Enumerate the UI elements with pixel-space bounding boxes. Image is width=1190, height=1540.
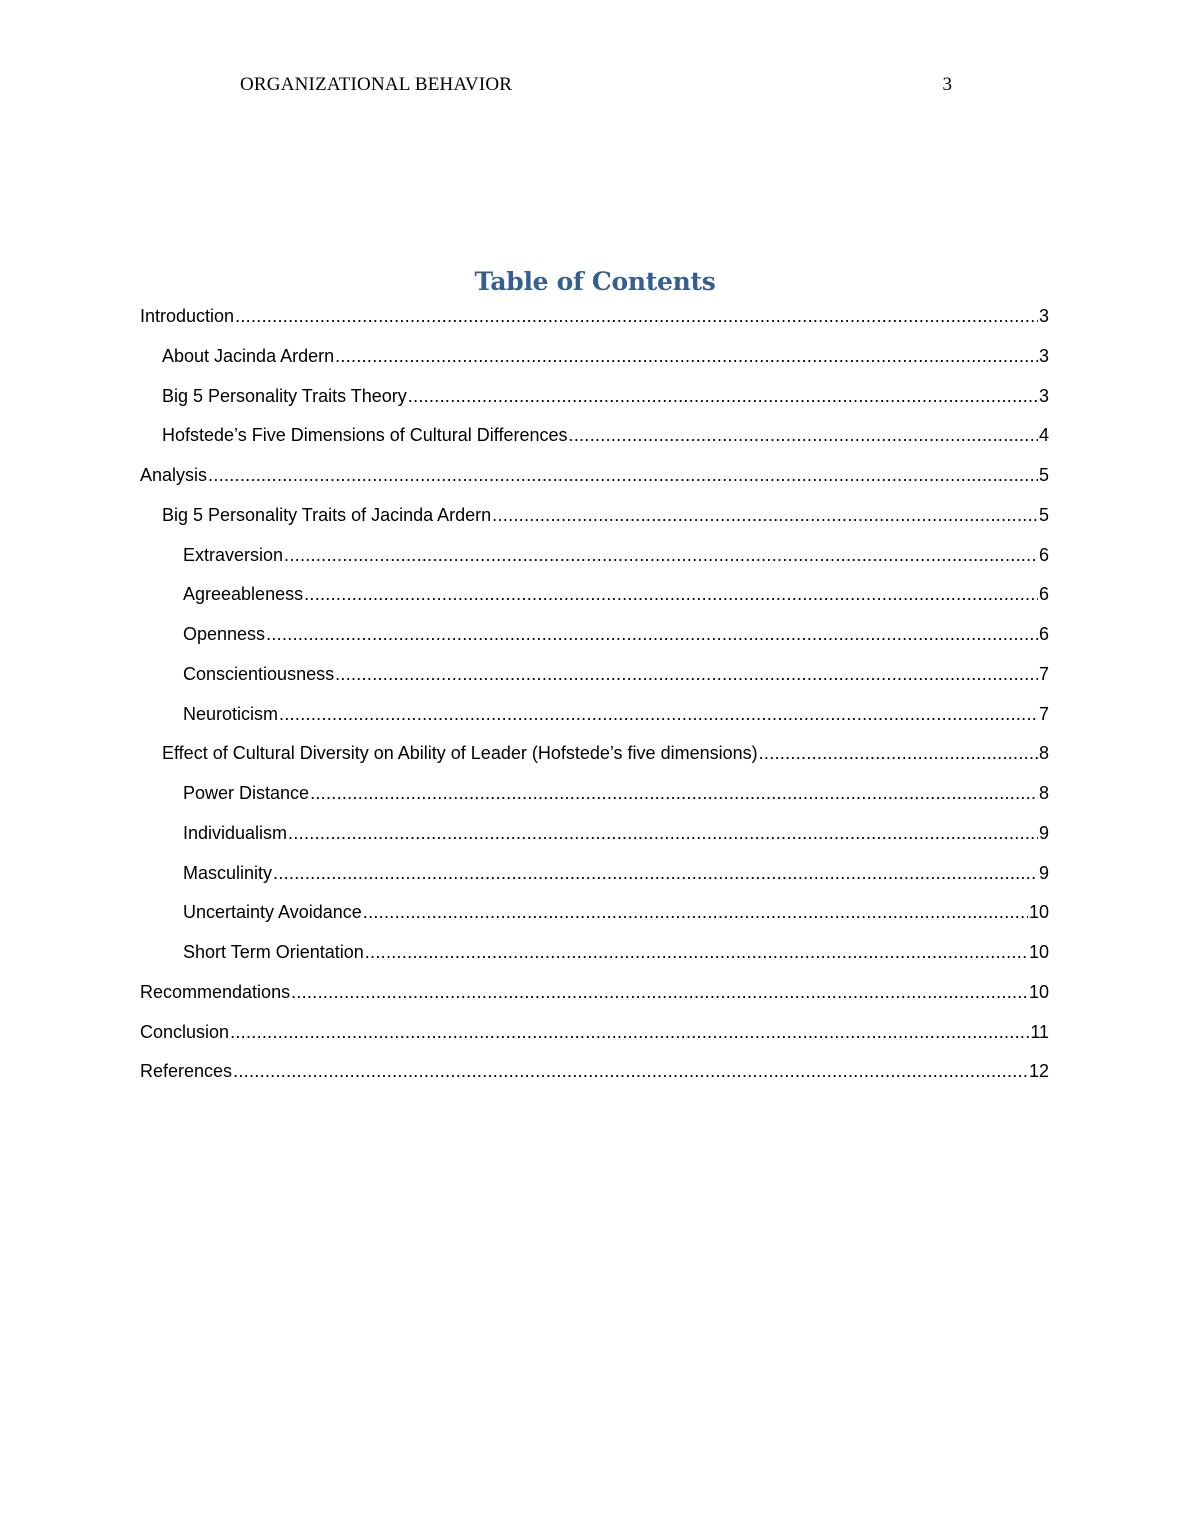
toc-entry-page-number: 6	[1038, 624, 1049, 644]
toc-entry[interactable]	[140, 938, 1049, 978]
toc-entry-page-number: 3	[1038, 306, 1049, 326]
toc-entry-label: About Jacinda Ardern	[162, 345, 335, 366]
toc-entry-label: Effect of Cultural Diversity on Ability of Leader (Hofstede’s five dimensions)	[162, 743, 758, 764]
toc-dot-leader	[291, 978, 1028, 1006]
toc-entry-page-number: 9	[1038, 862, 1049, 883]
toc-dot-leader	[304, 580, 1038, 608]
toc-entry-label: References	[140, 1061, 233, 1082]
toc-entry-page-number: 6	[1038, 544, 1049, 565]
toc-entry[interactable]	[140, 580, 1049, 620]
toc-entry[interactable]	[140, 342, 1049, 382]
toc-entry-page-number: 5	[1038, 504, 1049, 525]
toc-entry[interactable]	[140, 1018, 1049, 1058]
toc-entry[interactable]	[140, 620, 1049, 660]
toc-entry-page-number: 5	[1038, 465, 1049, 485]
toc-entry-page-number: 8	[1038, 783, 1049, 803]
toc-entry-label: Big 5 Personality Traits Theory	[162, 385, 407, 406]
toc-dot-leader	[365, 938, 1028, 966]
toc-entry[interactable]	[140, 461, 1049, 501]
toc-entry-label: Big 5 Personality Traits of Jacinda Ardern	[162, 504, 492, 525]
toc-entry[interactable]	[140, 898, 1049, 938]
toc-entry-page-number: 11	[1030, 1021, 1049, 1042]
toc-title: Table of Contents	[474, 267, 716, 296]
toc-entry[interactable]	[140, 700, 1049, 740]
page-header	[240, 72, 952, 98]
toc-entry-label: Uncertainty Avoidance	[183, 902, 362, 923]
toc-dot-leader	[230, 1018, 1029, 1046]
toc-dot-leader	[235, 302, 1038, 330]
toc-entry-page-number: 9	[1038, 822, 1049, 843]
toc-dot-leader	[363, 898, 1028, 926]
toc-dot-leader	[335, 660, 1038, 688]
toc-entry-page-number: 10	[1028, 942, 1049, 962]
toc-entry-page-number: 6	[1038, 584, 1049, 605]
toc-dot-leader	[759, 739, 1038, 767]
toc-entry[interactable]	[140, 541, 1049, 581]
toc-entry-page-number: 3	[1038, 385, 1049, 406]
toc-dot-leader	[569, 421, 1038, 449]
toc-entry-label: Analysis	[140, 465, 208, 485]
toc-entry-page-number: 4	[1038, 425, 1049, 446]
toc-entry-label: Power Distance	[183, 783, 310, 803]
toc-entry[interactable]	[140, 739, 1049, 779]
toc-dot-leader	[273, 859, 1038, 887]
toc-dot-leader	[233, 1057, 1028, 1085]
toc-entry-label: Openness	[183, 624, 266, 644]
toc-entry-label: Neuroticism	[183, 703, 279, 724]
toc-entry[interactable]	[140, 382, 1049, 422]
toc-dot-leader	[284, 541, 1038, 569]
toc-entry[interactable]	[140, 819, 1049, 859]
toc-entry[interactable]	[140, 302, 1049, 342]
toc-dot-leader	[310, 779, 1038, 807]
toc-entry-page-number: 10	[1028, 981, 1049, 1002]
toc-dot-leader	[208, 461, 1038, 489]
toc-entry-label: Masculinity	[183, 862, 273, 883]
toc-entry-page-number: 3	[1038, 345, 1049, 366]
toc-dot-leader	[279, 700, 1038, 728]
toc-entry-page-number: 7	[1038, 703, 1049, 724]
toc-entry-page-number: 12	[1028, 1061, 1049, 1082]
toc-entry[interactable]	[140, 421, 1049, 461]
toc-entry[interactable]	[140, 779, 1049, 819]
toc-entry[interactable]	[140, 501, 1049, 541]
toc-entry-label: Hofstede’s Five Dimensions of Cultural Differences	[162, 425, 568, 446]
toc-entry-page-number: 8	[1038, 743, 1049, 764]
toc-entry[interactable]	[140, 978, 1049, 1018]
toc-entry-label: Conscientiousness	[183, 663, 335, 684]
toc-entry-label: Recommendations	[140, 981, 291, 1002]
toc-entry-label: Individualism	[183, 822, 288, 843]
toc-entry-page-number: 10	[1028, 902, 1049, 923]
toc-entry[interactable]	[140, 660, 1049, 700]
toc-dot-leader	[288, 819, 1038, 847]
toc-dot-leader	[335, 342, 1038, 370]
header-page-number: 3	[942, 74, 952, 95]
toc-dot-leader	[492, 501, 1038, 529]
toc-entry[interactable]	[140, 859, 1049, 899]
toc-entry-label: Introduction	[140, 306, 235, 326]
toc-entry[interactable]	[140, 1057, 1049, 1097]
toc-entry-page-number: 7	[1038, 663, 1049, 684]
toc-entry-label: Extraversion	[183, 544, 284, 565]
toc-dot-leader	[408, 382, 1038, 410]
toc-entry-label: Short Term Orientation	[183, 942, 364, 962]
toc-entry-label: Agreeableness	[183, 584, 304, 605]
table-of-contents	[140, 302, 1049, 1097]
toc-dot-leader	[266, 620, 1038, 648]
toc-entry-label: Conclusion	[140, 1021, 230, 1042]
running-head: ORGANIZATIONAL BEHAVIOR	[240, 74, 513, 95]
